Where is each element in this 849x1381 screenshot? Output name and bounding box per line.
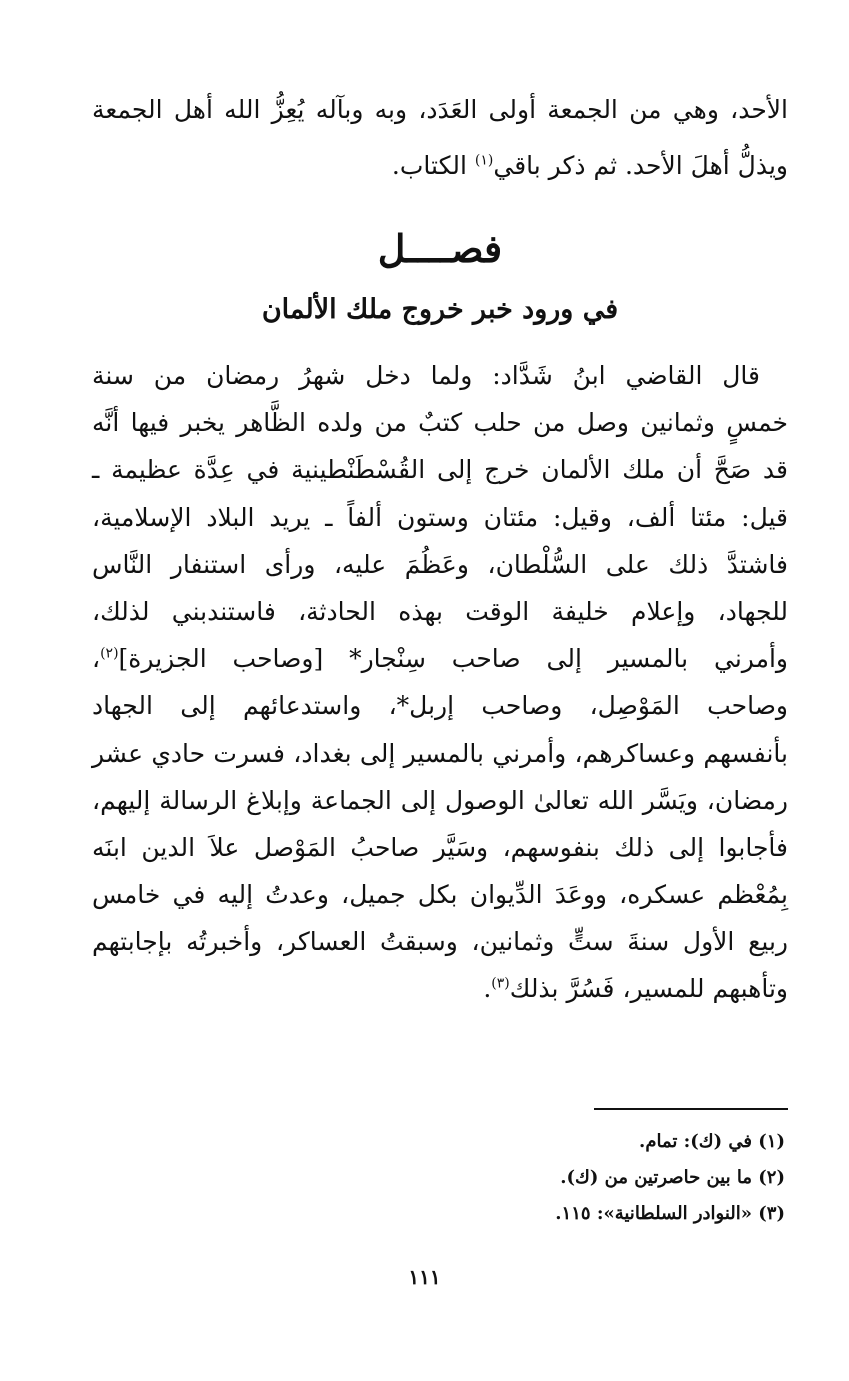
section-heading: فصــــل	[377, 226, 503, 271]
text-line: ربيع الأول سنةَ ستٍّ وثمانين، وسبقتُ العساكر، وأخبرتُه بإجابتهم	[92, 927, 788, 957]
text-line-content: الكتاب.	[391, 151, 475, 180]
text-line: للجهاد، وإعلام خليفة الوقت بهذه الحادثة، فاستندبني لذلك،	[92, 596, 788, 626]
text-line: بأنفسهم وعساكرهم، وأمرني بالمسير إلى بغداد، فسرت حادي عشر	[92, 738, 788, 768]
text-line: قيل: مئتا ألف، وقيل: مئتان وستون ألفاً ـ يريد البلاد الإسلامية،	[92, 502, 788, 532]
footnotes	[385, 1124, 785, 1232]
intro-paragraph	[92, 82, 788, 194]
footnote-item: (٣) «النوادر السلطانية»: ١١٥.	[555, 1203, 785, 1224]
footnote-marker: (٣)	[491, 976, 510, 993]
footnote-item: (٢) ما بين حاصرتين من (ك).	[560, 1167, 785, 1188]
body-paragraph	[92, 352, 788, 1013]
footnote-divider	[594, 1108, 788, 1110]
text-line-content: وأمرني بالمسير إلى صاحب سِنْجار* [وصاحب الجزيرة]	[118, 644, 788, 674]
text-line	[92, 635, 788, 682]
text-line-content: .	[483, 974, 492, 1004]
text-line	[92, 965, 788, 1012]
text-line: وصاحب المَوْصِل، وصاحب إربل*، واستدعائهم إلى الجهاد	[92, 691, 788, 721]
page-number: ١١١	[408, 1265, 441, 1289]
text-line-content: وتأهبهم للمسير، فَسُرَّ بذلك	[509, 974, 788, 1004]
text-line: بِمُعْظم عسكره، ووعَدَ الدِّيوان بكل جميل، وعدتُ إليه في خامس	[92, 880, 788, 910]
footnote-marker: (١)	[474, 152, 494, 169]
footnote-marker: (٢)	[100, 645, 119, 662]
section-subheading: في ورود خبر خروج ملك الألمان	[261, 294, 619, 325]
footnote-item: (١) في (ك): تمام.	[639, 1131, 785, 1152]
text-line: قد صَحَّ أن ملك الألمان خرج إلى القُسْطَنْطينية في عِدَّة عظيمة ـ	[92, 455, 788, 485]
text-line: خمسٍ وثمانين وصل من حلب كتبٌ من ولده الظَّاهر يخبر فيها أنَّه	[92, 408, 788, 438]
text-line: رمضان، ويَسَّر الله تعالىٰ الوصول إلى الجماعة وإبلاغ الرسالة إليهم،	[92, 785, 788, 815]
text-line-content: ،	[92, 644, 101, 674]
text-line-content: ويذلُّ أهلَ الأحد. ثم ذكر باقي	[493, 151, 788, 180]
text-line: قال القاضي ابنُ شَدَّاد: ولما دخل شهرُ رمضان من سنة	[92, 361, 760, 390]
text-line: فاشتدَّ ذلك على السُّلْطان، وعَظُمَ عليه، ورأى استنفار النَّاس	[92, 549, 788, 579]
text-line: فأجابوا إلى ذلك بنفوسهم، وسَيَّر صاحبُ المَوْصل علاَ الدين ابنَه	[92, 832, 788, 862]
text-line	[92, 138, 788, 194]
text-line: الأحد، وهي من الجمعة أولى العَدَد، وبه وبآله يُعِزُّ الله أهل الجمعة	[92, 95, 788, 124]
